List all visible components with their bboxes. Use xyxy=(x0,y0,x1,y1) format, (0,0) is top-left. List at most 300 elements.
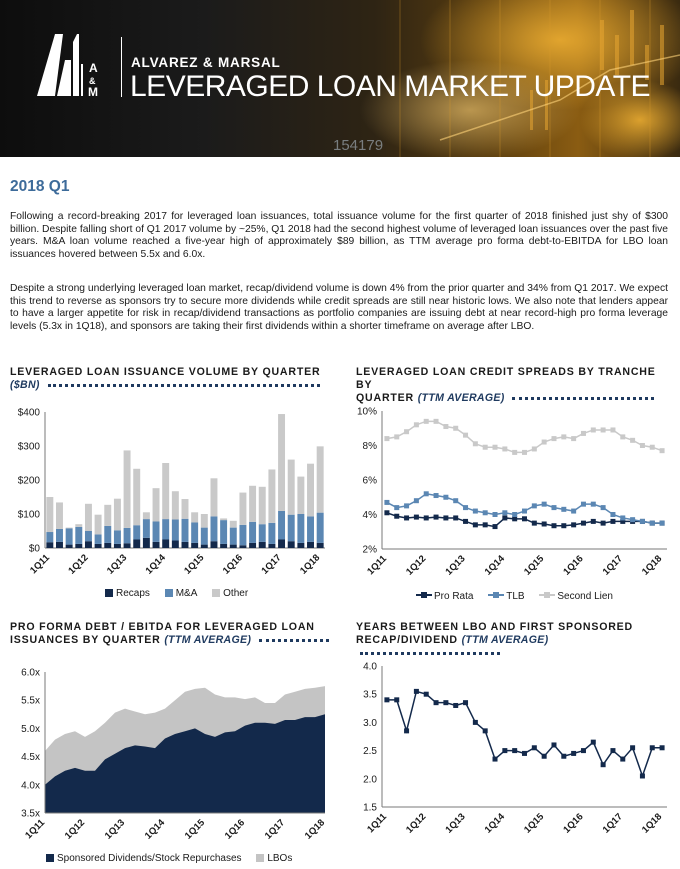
bar-segment xyxy=(182,542,189,548)
data-point xyxy=(610,748,615,753)
data-point xyxy=(434,493,439,498)
data-point xyxy=(512,512,517,517)
data-point xyxy=(414,515,419,520)
x-tick-label: 1Q12 xyxy=(404,553,429,578)
data-point xyxy=(640,773,645,778)
bar-segment xyxy=(56,542,63,548)
data-point xyxy=(493,445,498,450)
y-tick-label: 4% xyxy=(362,510,377,521)
volume-legend xyxy=(105,588,260,599)
bar-segment xyxy=(249,522,256,543)
data-point xyxy=(414,689,419,694)
data-point xyxy=(483,522,488,527)
bar-segment xyxy=(46,532,53,542)
bar-segment xyxy=(143,512,150,519)
data-point xyxy=(630,745,635,750)
bar-segment xyxy=(278,540,285,549)
y-tick-label: 1.5 xyxy=(363,802,377,814)
data-point xyxy=(502,748,507,753)
bar-segment xyxy=(153,488,160,521)
bar-segment xyxy=(230,545,237,548)
x-tick-label: 1Q13 xyxy=(443,811,468,836)
bar-segment xyxy=(124,528,131,543)
data-point xyxy=(660,745,665,750)
bar-segment xyxy=(297,514,304,543)
bar-segment xyxy=(104,543,111,548)
data-point xyxy=(473,522,478,527)
data-point xyxy=(620,757,625,762)
data-point xyxy=(434,515,439,520)
am-logo xyxy=(33,30,123,102)
legend-item-ma xyxy=(165,588,198,599)
bar-segment xyxy=(307,542,314,548)
data-point xyxy=(581,431,586,436)
y-tick-label: 3.0 xyxy=(363,717,377,729)
x-tick-label: 1Q18 xyxy=(639,553,665,578)
data-point xyxy=(394,697,399,702)
x-tick-label: 1Q15 xyxy=(522,553,547,578)
data-point xyxy=(610,427,615,432)
legend-swatch xyxy=(165,589,173,597)
data-point xyxy=(630,517,635,522)
bar-segment xyxy=(75,527,82,544)
volume-chart xyxy=(0,400,340,585)
data-point xyxy=(532,446,537,451)
legend-item-recaps xyxy=(105,588,150,599)
legend-item-lbos xyxy=(256,853,292,864)
bar-segment xyxy=(95,544,102,548)
data-point xyxy=(463,505,468,510)
spreads-chart-subtitle: (TTM AVERAGE) xyxy=(417,392,505,404)
svg-text:A: A xyxy=(89,61,98,75)
x-tick-label: 1Q13 xyxy=(104,552,130,577)
data-point xyxy=(384,510,389,515)
bar-segment xyxy=(56,529,63,542)
bar-segment xyxy=(182,519,189,542)
leverage-legend xyxy=(46,853,304,864)
years-chart-title-line1: YEARS BETWEEN LBO AND FIRST SPONSORED xyxy=(356,621,634,633)
data-point xyxy=(424,692,429,697)
data-point xyxy=(610,519,615,524)
bar-segment xyxy=(85,504,92,531)
data-point xyxy=(394,505,399,510)
years-chart-title-line2: RECAP/DIVIDEND xyxy=(356,634,458,646)
data-point xyxy=(601,427,606,432)
data-point xyxy=(522,751,527,756)
data-point xyxy=(650,745,655,750)
data-point xyxy=(483,728,488,733)
legend-label: Other xyxy=(223,588,249,599)
y-tick-label: $100 xyxy=(17,509,40,521)
data-point xyxy=(434,419,439,424)
y-tick-label: 3.5 xyxy=(363,689,377,701)
x-tick-label: 1Q14 xyxy=(143,552,168,577)
data-point xyxy=(473,441,478,446)
data-point xyxy=(601,521,606,526)
bar-segment xyxy=(75,524,82,527)
x-tick-label: 1Q12 xyxy=(66,552,91,577)
spreads-legend xyxy=(416,591,625,602)
data-point xyxy=(640,443,645,448)
leverage-chart xyxy=(0,660,340,850)
x-tick-label: 1Q13 xyxy=(102,817,128,842)
bar-segment xyxy=(66,528,73,529)
legend-item-pro-rata xyxy=(416,591,473,602)
data-point xyxy=(384,500,389,505)
x-tick-label: 1Q16 xyxy=(220,552,246,577)
x-tick-label: 1Q16 xyxy=(561,553,586,578)
years-chart xyxy=(340,655,680,850)
bar-segment xyxy=(317,446,324,512)
data-point xyxy=(551,523,556,528)
title-dots xyxy=(259,639,329,642)
years-chart-subtitle: (TTM AVERAGE) xyxy=(461,634,549,646)
data-point xyxy=(493,524,498,529)
data-point xyxy=(414,498,419,503)
data-point xyxy=(394,514,399,519)
data-point xyxy=(660,448,665,453)
y-tick-label: $0 xyxy=(28,543,40,555)
data-point xyxy=(640,519,645,524)
legend-line xyxy=(416,594,432,596)
bar-segment xyxy=(143,538,150,548)
x-tick-label: 1Q14 xyxy=(482,811,507,836)
x-tick-label: 1Q17 xyxy=(259,552,284,577)
bar-segment xyxy=(182,499,189,519)
bar-segment xyxy=(239,525,246,545)
data-point xyxy=(581,502,586,507)
data-point xyxy=(453,426,458,431)
data-point xyxy=(591,740,596,745)
bar-segment xyxy=(278,511,285,540)
bar-segment xyxy=(162,519,169,539)
bar-segment xyxy=(268,544,275,548)
data-point xyxy=(512,516,517,521)
legend-item-second-lien xyxy=(539,591,613,602)
bar-segment xyxy=(210,516,217,541)
bar-segment xyxy=(85,541,92,548)
brand-name: ALVAREZ & MARSAL xyxy=(131,55,281,70)
bar-segment xyxy=(172,519,179,540)
ticker-text: 154179 xyxy=(333,137,384,154)
bar-segment xyxy=(239,545,246,548)
data-point xyxy=(463,519,468,524)
am-logo-mark xyxy=(33,30,123,102)
y-tick-label: 4.5x xyxy=(21,752,40,764)
x-tick-label: 1Q15 xyxy=(522,811,547,836)
bar-segment xyxy=(278,414,285,511)
data-point xyxy=(463,433,468,438)
quarter-heading: 2018 Q1 xyxy=(10,178,70,195)
bar-segment xyxy=(95,515,102,535)
x-tick-label: 1Q17 xyxy=(600,553,625,578)
legend-swatch xyxy=(256,854,264,862)
y-tick-label: 6.0x xyxy=(21,667,40,679)
bar-segment xyxy=(95,534,102,544)
data-point xyxy=(522,450,527,455)
legend-label: Sponsored Dividends/Stock Repurchases xyxy=(57,853,242,864)
bar-segment xyxy=(114,499,121,531)
bar-segment xyxy=(201,514,208,528)
legend-label: LBOs xyxy=(267,853,293,864)
spreads-chart-title-line2: QUARTER xyxy=(356,392,414,404)
data-point xyxy=(473,720,478,725)
legend-swatch xyxy=(212,589,220,597)
x-tick-label: 1Q12 xyxy=(404,811,429,836)
bar-segment xyxy=(56,502,63,529)
bar-segment xyxy=(220,544,227,548)
bar-segment xyxy=(220,520,227,544)
data-point xyxy=(473,509,478,514)
bar-segment xyxy=(104,526,111,543)
data-point xyxy=(561,507,566,512)
data-point xyxy=(443,424,448,429)
bar-segment xyxy=(153,521,160,541)
bar-segment xyxy=(201,528,208,545)
x-tick-label: 1Q11 xyxy=(23,817,48,842)
bar-segment xyxy=(153,542,160,548)
data-point xyxy=(601,762,606,767)
data-point xyxy=(443,700,448,705)
data-point xyxy=(493,757,498,762)
data-point xyxy=(542,754,547,759)
header-banner xyxy=(0,0,680,157)
y-tick-label: 4.0x xyxy=(21,780,40,792)
bar-segment xyxy=(268,523,275,544)
data-point xyxy=(502,446,507,451)
data-point xyxy=(463,700,468,705)
bar-segment xyxy=(307,464,314,517)
data-point xyxy=(660,521,665,526)
data-point xyxy=(404,515,409,520)
bar-segment xyxy=(172,541,179,548)
data-point xyxy=(443,495,448,500)
title-dots xyxy=(48,384,320,387)
bar-segment xyxy=(191,523,198,543)
legend-label: Second Lien xyxy=(557,591,613,602)
bar-segment xyxy=(230,521,237,528)
data-point xyxy=(443,515,448,520)
data-point xyxy=(483,445,488,450)
y-tick-label: 6% xyxy=(362,475,377,487)
svg-text:M: M xyxy=(88,85,98,99)
bar-segment xyxy=(259,542,266,548)
data-point xyxy=(561,434,566,439)
bar-segment xyxy=(191,512,198,522)
bar-segment xyxy=(220,518,227,520)
data-point xyxy=(581,748,586,753)
recap-paragraph: Despite a strong underlying leveraged loan market, recap/dividend volume is down 4% from the prior quarter and 34% from Q1 2017. We expect this trend to reverse as sponsors try to secure more dividends while credit spreads are still near historic lows. We also note that lenders appear to have a larger appetite for risk in recap/dividend transactions as portfolio companies are issuing debt at near record-high pro forma leverage levels (5.3x in 1Q18), and sponsors are taking their first dividends within a shorter timeframe on average after LBO. xyxy=(10,283,668,332)
x-tick-label: 1Q16 xyxy=(561,811,586,836)
bar-segment xyxy=(46,497,53,532)
data-point xyxy=(620,515,625,520)
x-tick-label: 1Q18 xyxy=(298,552,323,577)
bar-segment xyxy=(133,540,140,549)
bar-segment xyxy=(162,540,169,549)
x-tick-label: 1Q17 xyxy=(262,817,288,842)
data-point xyxy=(414,422,419,427)
data-point xyxy=(532,503,537,508)
series-line xyxy=(387,691,662,776)
bar-segment xyxy=(288,460,295,515)
bar-segment xyxy=(124,543,131,548)
spreads-chart xyxy=(340,400,680,585)
data-point xyxy=(424,491,429,496)
bar-segment xyxy=(201,545,208,548)
data-point xyxy=(512,450,517,455)
legend-item-other xyxy=(212,588,248,599)
legend-label: Recaps xyxy=(116,588,150,599)
x-tick-label: 1Q18 xyxy=(302,817,328,842)
data-point xyxy=(522,509,527,514)
x-tick-label: 1Q14 xyxy=(482,553,507,578)
legend-line xyxy=(488,594,504,596)
bar-segment xyxy=(75,544,82,548)
data-point xyxy=(561,523,566,528)
x-tick-label: 1Q15 xyxy=(182,817,208,842)
legend-item-tlb xyxy=(488,591,524,602)
bar-segment xyxy=(133,469,140,525)
bar-segment xyxy=(210,541,217,548)
data-point xyxy=(522,516,527,521)
data-point xyxy=(424,515,429,520)
spreads-chart-title-line1: LEVERAGED LOAN CREDIT SPREADS BY TRANCHE BY xyxy=(356,366,656,391)
data-point xyxy=(650,521,655,526)
data-point xyxy=(591,427,596,432)
x-tick-label: 1Q18 xyxy=(639,811,665,836)
data-point xyxy=(502,510,507,515)
bar-segment xyxy=(317,513,324,543)
x-tick-label: 1Q12 xyxy=(62,817,88,842)
y-tick-label: 5.5x xyxy=(21,695,40,707)
y-tick-label: 5.0x xyxy=(21,723,40,735)
data-point xyxy=(571,509,576,514)
data-point xyxy=(542,502,547,507)
data-point xyxy=(571,751,576,756)
y-tick-label: 2% xyxy=(362,544,377,556)
y-tick-label: 4.0 xyxy=(363,661,377,673)
bar-segment xyxy=(288,541,295,548)
bar-segment xyxy=(191,543,198,548)
legend-line xyxy=(539,594,555,596)
data-point xyxy=(542,521,547,526)
data-point xyxy=(591,519,596,524)
legend-label: M&A xyxy=(175,588,198,599)
bar-segment xyxy=(114,544,121,548)
bar-segment xyxy=(268,469,275,522)
x-tick-label: 1Q11 xyxy=(365,811,390,836)
legend-label: TLB xyxy=(506,591,525,602)
bar-segment xyxy=(297,543,304,548)
bar-segment xyxy=(230,528,237,545)
y-tick-label: $400 xyxy=(17,407,40,419)
bar-segment xyxy=(124,450,131,528)
x-tick-label: 1Q11 xyxy=(28,552,52,577)
data-point xyxy=(551,436,556,441)
data-point xyxy=(650,445,655,450)
x-tick-label: 1Q16 xyxy=(222,817,248,842)
data-point xyxy=(610,512,615,517)
y-tick-label: $200 xyxy=(17,475,40,487)
x-tick-label: 1Q15 xyxy=(182,552,207,577)
bar-segment xyxy=(172,491,179,519)
bar-segment xyxy=(317,543,324,548)
leverage-chart-title xyxy=(10,621,330,647)
y-tick-label: 3.5x xyxy=(21,808,40,820)
x-tick-label: 1Q11 xyxy=(365,553,390,578)
data-point xyxy=(512,748,517,753)
data-point xyxy=(453,515,458,520)
y-tick-label: 2.5 xyxy=(363,746,377,758)
bar-segment xyxy=(162,463,169,519)
bar-segment xyxy=(249,486,256,522)
intro-paragraph: Following a record-breaking 2017 for leveraged loan issuances, total issuance volume for the first quarter of 2018 finished just shy of $300 billion. Despite falling short of Q1 2017 volume by ~25%, Q1 2018 had the second highest volume of leveraged loan issuances over the past five years. M&A loan volume reached a five-year high of approximately $89 billion, as TTM average pro forma debt-to-EBITDA for LBO loan issuances hovered between 5.5x and 6.0x. xyxy=(10,211,668,260)
data-point xyxy=(404,429,409,434)
data-point xyxy=(551,505,556,510)
bar-segment xyxy=(297,477,304,514)
volume-chart-subtitle: ($BN) xyxy=(10,379,40,391)
data-point xyxy=(384,697,389,702)
bar-segment xyxy=(307,516,314,542)
bar-segment xyxy=(46,542,53,548)
data-point xyxy=(551,742,556,747)
data-point xyxy=(404,503,409,508)
data-point xyxy=(581,521,586,526)
volume-chart-title xyxy=(10,366,330,392)
data-point xyxy=(571,522,576,527)
data-point xyxy=(483,510,488,515)
data-point xyxy=(542,440,547,445)
legend-swatch xyxy=(46,854,54,862)
bar-segment xyxy=(114,530,121,544)
data-point xyxy=(630,438,635,443)
bar-segment xyxy=(259,524,266,542)
volume-chart-title-text: LEVERAGED LOAN ISSUANCE VOLUME BY QUARTER xyxy=(10,366,321,378)
data-point xyxy=(453,498,458,503)
data-point xyxy=(591,502,596,507)
y-tick-label: 8% xyxy=(362,441,377,452)
x-tick-label: 1Q14 xyxy=(142,817,168,842)
y-tick-label: $300 xyxy=(17,441,40,453)
legend-swatch xyxy=(105,589,113,597)
leverage-chart-title-line2: ISSUANCES BY QUARTER xyxy=(10,634,161,646)
bar-segment xyxy=(66,528,73,544)
svg-text:&: & xyxy=(89,76,96,86)
report-title: LEVERAGED LOAN MARKET UPDATE xyxy=(130,70,651,103)
leverage-chart-title-line1: PRO FORMA DEBT / EBITDA FOR LEVERAGED LOAN xyxy=(10,621,315,633)
data-point xyxy=(532,521,537,526)
y-tick-label: 2.0 xyxy=(363,774,377,786)
bar-segment xyxy=(210,478,217,516)
data-point xyxy=(532,745,537,750)
x-tick-label: 1Q13 xyxy=(443,553,468,578)
y-tick-label: 10% xyxy=(356,406,377,418)
legend-item-sponsored-dividends xyxy=(46,853,242,864)
data-point xyxy=(394,434,399,439)
legend-label: Pro Rata xyxy=(434,591,474,602)
bar-segment xyxy=(133,525,140,539)
bar-segment xyxy=(104,505,111,526)
header-divider xyxy=(121,37,122,97)
data-point xyxy=(384,436,389,441)
bar-segment xyxy=(249,543,256,548)
bar-segment xyxy=(259,487,266,524)
bar-segment xyxy=(143,519,150,538)
data-point xyxy=(502,515,507,520)
data-point xyxy=(561,754,566,759)
data-point xyxy=(453,703,458,708)
data-point xyxy=(601,505,606,510)
